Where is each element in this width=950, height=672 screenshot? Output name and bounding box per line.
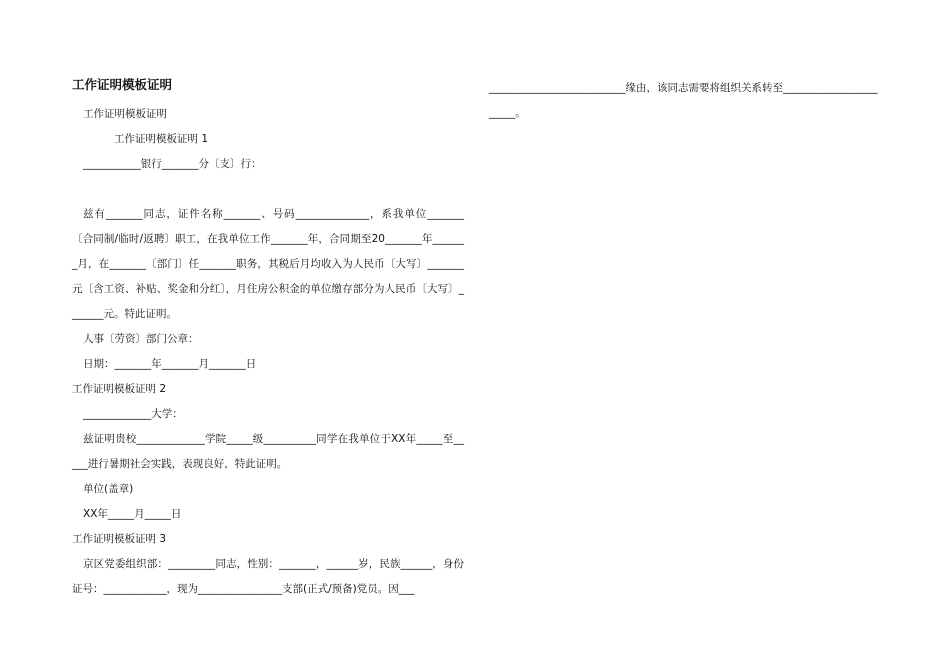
section2-addressee: _____________大学： bbox=[83, 408, 183, 420]
section3-heading: 工作证明模板证明 3 bbox=[72, 533, 167, 545]
left-column bbox=[72, 76, 464, 602]
section2-date: XX年_____月_____日 bbox=[83, 508, 182, 520]
section1-body: 兹有_______同志，证件名称_______、号码______________，系我单位_______〔合同制/临时/返聘〕职工，在我单位工作_______年，合同期至20_______年_______月，在_______〔部门〕任_______职务，其税后月均收入为人民币〔大写〕_______元〔含工资、补贴、奖金和分红〕，月住房公积金的单位缴存部分为人民币〔大写〕_______元。特此证明。 bbox=[72, 208, 464, 320]
section1-date: 日期：_______年_______月_______日 bbox=[83, 358, 257, 370]
section2-seal: 单位(盖章) bbox=[83, 483, 134, 495]
section1-heading: 工作证明模板证明 1 bbox=[114, 133, 209, 145]
section2-heading: 工作证明模板证明 2 bbox=[72, 383, 167, 395]
right-column bbox=[489, 76, 881, 126]
section1-addressee: ___________银行_______分〔支〕行： bbox=[83, 158, 262, 170]
section1-seal: 人事〔劳资〕部门公章： bbox=[83, 333, 199, 345]
section3-body-left: 京区党委组织部：_________同志，性别：_______，______岁，民族______，身份证号：____________，现为________________支部(正式/预备)党员。因___ bbox=[72, 558, 464, 595]
section2-body: 兹证明贵校_____________学院_____级__________同学在我单位于XX年_____至_____进行暑期社会实践，表现良好，特此证明。 bbox=[72, 433, 464, 470]
section3-body-continued: __________________________缘由，该同志需要将组织关系转至_______________________。 bbox=[489, 82, 878, 119]
document-subtitle: 工作证明模板证明 bbox=[83, 108, 167, 120]
document-title: 工作证明模板证明 bbox=[72, 77, 173, 92]
blank-line bbox=[72, 177, 464, 202]
